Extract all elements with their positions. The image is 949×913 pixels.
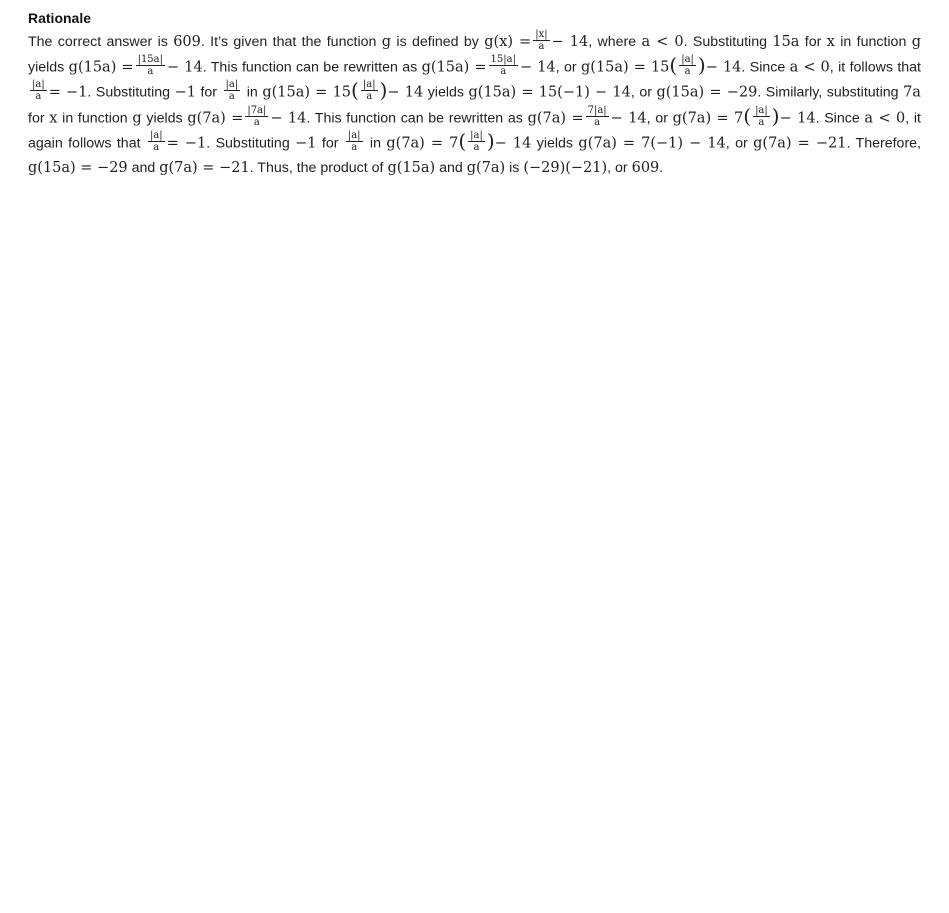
math-parenthesis: ) bbox=[486, 128, 495, 153]
fraction-denominator: a bbox=[253, 116, 260, 128]
math-fraction bbox=[679, 54, 696, 77]
text-run: is bbox=[505, 160, 524, 176]
text-run: yields bbox=[531, 135, 579, 151]
fraction-numerator: |a| bbox=[755, 104, 768, 116]
text-run: . This function can be rewritten as bbox=[306, 109, 528, 126]
math-expression: g bbox=[132, 109, 142, 126]
math-fraction bbox=[468, 130, 485, 153]
text-run: , it follows that bbox=[829, 59, 922, 76]
math-parenthesis: ) bbox=[379, 78, 388, 103]
fraction-numerator: |a| bbox=[681, 54, 694, 65]
math-expression: g(7a) = 7(−1) − 14 bbox=[578, 135, 726, 151]
rationale-body bbox=[28, 30, 921, 181]
math-expression: g(15a) = −29 bbox=[656, 84, 758, 101]
text-run: yields bbox=[141, 109, 188, 126]
math-expression: g(7a) = −21 bbox=[159, 160, 250, 176]
text-run: , where bbox=[588, 34, 642, 50]
fraction-denominator: a bbox=[351, 141, 358, 153]
math-expression: g(7a) bbox=[466, 160, 506, 176]
text-run: for bbox=[316, 135, 344, 151]
fraction-numerator: |7a| bbox=[247, 104, 267, 116]
math-expression: g(7a) = bbox=[527, 109, 584, 126]
fraction-denominator: a bbox=[500, 66, 507, 77]
math-fraction bbox=[136, 54, 165, 77]
text-run: . Therefore, bbox=[846, 135, 921, 151]
math-parenthesis: ( bbox=[743, 103, 752, 128]
fraction-numerator: |a| bbox=[149, 129, 163, 141]
fraction-numerator: |a| bbox=[32, 79, 45, 91]
math-expression: g(7a) = −21 bbox=[753, 135, 847, 151]
fraction-numerator: |a| bbox=[362, 79, 376, 91]
math-parenthesis: ) bbox=[771, 103, 780, 128]
fraction-numerator: |a| bbox=[470, 129, 483, 141]
math-expression: − 14 bbox=[519, 59, 556, 76]
math-expression: g(x) = bbox=[484, 34, 532, 50]
math-expression: g(15a) bbox=[387, 160, 436, 176]
fraction-numerator: |a| bbox=[347, 129, 361, 141]
fraction-denominator: a bbox=[594, 116, 601, 128]
math-fraction bbox=[533, 29, 549, 52]
text-run: , it again follows that bbox=[28, 109, 921, 151]
math-expression: g(7a) = 7 bbox=[672, 109, 744, 126]
text-run: in function bbox=[57, 109, 133, 126]
math-parenthesis: ) bbox=[697, 53, 706, 77]
text-run: for bbox=[195, 84, 222, 101]
text-run: , or bbox=[725, 135, 754, 151]
math-fraction bbox=[361, 79, 378, 102]
math-expression: − 14 bbox=[167, 59, 203, 76]
text-run: . This function can be rewritten as bbox=[202, 59, 422, 76]
math-expression: g(15a) = bbox=[421, 59, 487, 76]
math-expression: g(7a) = bbox=[187, 109, 244, 126]
math-expression: 609 bbox=[173, 34, 201, 50]
text-run: is defined by bbox=[391, 34, 485, 50]
fraction-denominator: a bbox=[35, 91, 42, 103]
math-expression: g(15a) = −29 bbox=[28, 160, 128, 176]
math-expression: − 14 bbox=[705, 59, 742, 76]
math-fraction bbox=[753, 105, 770, 128]
math-expression: g(15a) = 15 bbox=[262, 84, 352, 101]
math-expression: x bbox=[826, 34, 835, 50]
text-run: , or bbox=[630, 84, 657, 101]
math-expression: g(15a) = 15(−1) − 14 bbox=[468, 84, 631, 101]
text-run: yields bbox=[423, 84, 469, 101]
math-expression: g(15a) = 15 bbox=[581, 59, 670, 76]
math-expression: g(7a) = 7 bbox=[386, 135, 459, 151]
math-expression: 7a bbox=[903, 84, 921, 101]
text-run: . Since bbox=[741, 59, 790, 76]
text-run: in bbox=[364, 135, 387, 151]
math-expression: − 14 bbox=[610, 109, 647, 126]
fraction-denominator: a bbox=[228, 91, 235, 103]
text-run: . bbox=[659, 160, 664, 176]
fraction-numerator: 15|a| bbox=[490, 54, 516, 65]
math-expression: a < 0 bbox=[789, 59, 830, 76]
math-fraction bbox=[224, 79, 241, 102]
text-run: . Substituting bbox=[206, 135, 296, 151]
math-expression: a < 0 bbox=[641, 34, 684, 50]
text-run: for bbox=[28, 109, 50, 126]
fraction-denominator: a bbox=[153, 141, 160, 153]
math-fraction bbox=[30, 79, 47, 102]
math-expression: g bbox=[911, 34, 921, 50]
fraction-denominator: a bbox=[684, 66, 691, 77]
text-run: and bbox=[435, 160, 467, 176]
fraction-denominator: a bbox=[538, 40, 545, 52]
math-expression: g(15a) = bbox=[68, 59, 134, 76]
math-parenthesis: ( bbox=[669, 53, 678, 77]
text-run: , or bbox=[555, 59, 581, 76]
math-parenthesis: ( bbox=[351, 78, 359, 103]
text-run: , or bbox=[646, 109, 673, 126]
math-fraction bbox=[586, 105, 609, 128]
fraction-numerator: |x| bbox=[535, 28, 548, 40]
text-run: . Substituting bbox=[683, 34, 773, 50]
text-run: in function bbox=[834, 34, 912, 50]
math-fraction bbox=[245, 105, 268, 128]
math-expression: −1 bbox=[174, 84, 196, 101]
math-expression: − 14 bbox=[387, 84, 424, 101]
text-run: . Since bbox=[815, 109, 865, 126]
math-expression: = −1 bbox=[166, 135, 207, 151]
math-expression: = −1 bbox=[48, 84, 88, 101]
text-run: . It’s given that the function bbox=[200, 34, 382, 50]
math-expression: 15a bbox=[772, 34, 800, 50]
math-expression: − 14 bbox=[270, 109, 307, 126]
text-run: . Similarly, substituting bbox=[757, 84, 904, 101]
math-fraction bbox=[489, 54, 518, 77]
math-expression: g bbox=[381, 34, 392, 50]
text-run: and bbox=[127, 160, 160, 176]
text-run: in bbox=[242, 84, 263, 101]
math-fraction bbox=[148, 130, 165, 153]
fraction-denominator: a bbox=[147, 66, 154, 77]
fraction-numerator: 7|a| bbox=[587, 104, 607, 116]
text-run: for bbox=[799, 34, 827, 50]
math-parenthesis: ( bbox=[458, 128, 467, 153]
math-expression: − 14 bbox=[494, 135, 532, 151]
math-expression: −1 bbox=[295, 135, 317, 151]
text-run: The correct answer is bbox=[28, 34, 174, 50]
text-run: . Thus, the product of bbox=[249, 160, 388, 176]
math-expression: (−29)(−21) bbox=[523, 160, 608, 176]
math-expression: 609 bbox=[631, 160, 660, 176]
rationale-heading: Rationale bbox=[28, 10, 92, 26]
math-expression: x bbox=[49, 109, 58, 126]
fraction-denominator: a bbox=[366, 91, 373, 103]
math-expression: − 14 bbox=[551, 34, 589, 50]
fraction-numerator: |a| bbox=[225, 79, 239, 91]
fraction-denominator: a bbox=[758, 116, 765, 128]
math-expression: − 14 bbox=[779, 109, 816, 126]
text-run: yields bbox=[28, 59, 69, 76]
math-fraction bbox=[346, 130, 363, 153]
fraction-numerator: |15a| bbox=[137, 54, 164, 65]
text-run: . Substituting bbox=[87, 84, 175, 101]
fraction-denominator: a bbox=[473, 141, 480, 153]
text-run: , or bbox=[607, 160, 632, 176]
math-expression: a < 0 bbox=[864, 109, 906, 126]
